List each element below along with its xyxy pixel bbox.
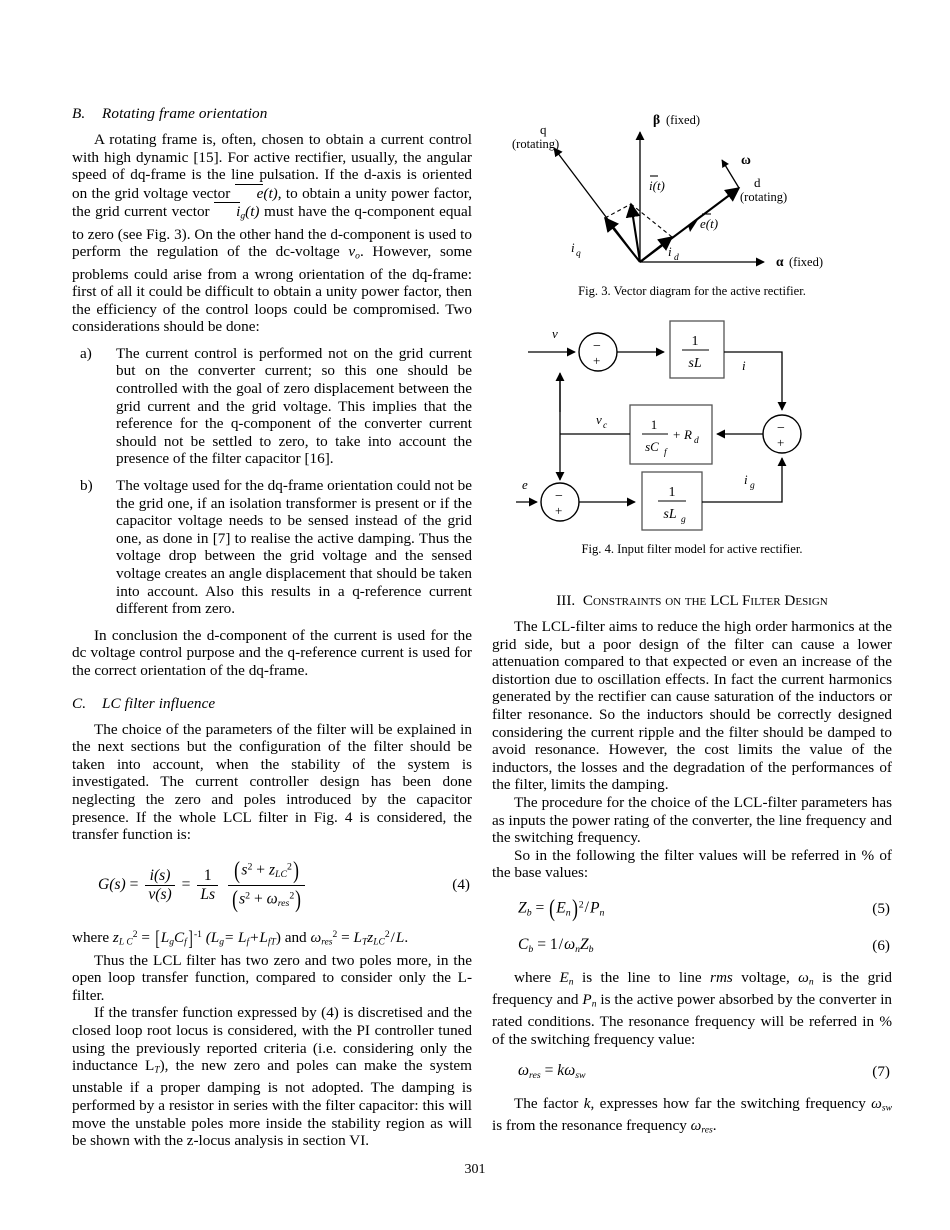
block-2-den-sub: f — [664, 448, 667, 458]
page-number: 301 — [464, 1162, 486, 1177]
list-item — [72, 345, 472, 468]
math-v: v — [348, 243, 356, 261]
list-item-text: The current control is performed not on the grid current but on the converter current; so this one should be controlled with the goal of zero displacement between the grid current and the grid voltage. This implies that the reference for the q-component of the converter current should not be settled to zero, to take into account the presence of the filter capacitor [16]. — [116, 344, 472, 468]
eq4-equals-2: = — [181, 875, 191, 893]
subsection-c-heading — [72, 695, 472, 713]
eq4-frac-1-Ls — [197, 867, 218, 904]
i-t-label: i(t) — [649, 178, 665, 193]
block-1-denominator: sL — [688, 356, 702, 371]
sum-node-2-minus: − — [777, 421, 785, 436]
para-1-text-b: , to obtain a unity power factor, the grid current vector — [72, 184, 472, 221]
para-5-text-a: If the transfer function expressed by (4) is discretised and the closed loop root locus is considered, with the PI controller tuned using the previously reported criteria (i.e. considering only the inductance L — [72, 1004, 472, 1075]
paragraph-base-values: So in the following the filter values will be referred in % of the base values: — [492, 846, 892, 882]
section-iii-roman: III. — [556, 592, 576, 609]
left-column — [72, 105, 472, 1150]
para-5-k: k — [583, 1094, 591, 1112]
para-5-text-b: ), the new zero and poles can make the system unstable if a proper damping is not adopted. The damping is performed by a resistor in series with the filter capacitor: this will move the unstable poles more inside the stability region as will be shown with the z-locus analysis in section VI. — [72, 1057, 472, 1150]
equation-5 — [492, 895, 892, 923]
block-2-plus: + — [673, 427, 681, 442]
figure-3 — [492, 100, 892, 299]
section-iii-title: Constraints on the LCL Filter Design — [582, 592, 828, 609]
paragraph-filter-params: The choice of the parameters of the filter will be explained in the next sections but the configuration of the filter should be taken into account, when the stability of the system is investigated. The current controller design has been done neglecting the zero and poles introduced by the capacitor presence. If the whole LCL filter in Fig. 4 is considered, the transfer function is: — [72, 720, 472, 844]
figure-3-vector-diagram — [492, 100, 892, 280]
eq4-frac2-num: 1 — [203, 866, 212, 884]
sum-node-3-plus: + — [555, 503, 563, 518]
subsection-b-heading — [72, 105, 472, 123]
vc-sub-label: c — [603, 421, 608, 431]
omega-arrow — [722, 160, 739, 188]
para-4-text-e: is the active power absorbed by the converter in rated conditions. The resonance frequency will be referred in % of the switching frequency value: — [492, 991, 893, 1049]
sum-node-3-minus: − — [555, 489, 563, 504]
para-5-text-b: , expresses how far the switching frequency — [590, 1094, 866, 1112]
alpha-label: α — [776, 254, 784, 269]
paragraph-where-zlc: where $z_{L C}^2 = [L_gC_f]^{-1}$ $(L_g= L_f+L_{fT})$ and $\omega_{res}^2 = L_Tz_{LC}^2/L$. — [72, 926, 409, 951]
omega-label: ω — [741, 152, 751, 167]
equation-7-number: (7) — [872, 1062, 890, 1080]
para-5-text-c: is from the resonance frequency — [492, 1116, 687, 1134]
equation-7 — [492, 1062, 892, 1082]
id-label: i — [668, 244, 672, 259]
math-e-arg: (t) — [263, 184, 278, 202]
block-1-numerator: 1 — [691, 334, 699, 349]
figure-3-caption: Fig. 3. Vector diagram for the active rectifier. — [578, 284, 806, 298]
id-sub-label: d — [674, 253, 679, 263]
eq4-s1: (s) — [109, 875, 126, 893]
where-word: where — [72, 929, 110, 947]
d-note-label: (rotating) — [740, 190, 788, 204]
ig-feedback-path — [702, 458, 782, 502]
eq4-poles: $(s^2 + \omega_{res}^2)$ — [228, 885, 305, 914]
i-label: i — [742, 358, 746, 373]
e-label: e — [522, 477, 528, 492]
v-label: v — [552, 326, 558, 341]
math-e: e — [256, 184, 264, 202]
alpha-note-label: (fixed) — [789, 255, 824, 269]
paragraph-rotating-frame — [72, 131, 472, 336]
paragraph-root-locus — [72, 1004, 472, 1149]
sum-node-1-plus: + — [593, 353, 601, 368]
math-i: i — [236, 203, 241, 221]
section-iii-heading — [492, 592, 892, 610]
subsection-c-title: LC filter influence — [102, 694, 216, 712]
eq4-frac-num: i(s) — [149, 866, 171, 884]
math-i-sub: g — [240, 211, 246, 223]
considerations-list — [72, 345, 472, 618]
q-note-label: (rotating) — [512, 137, 560, 151]
math-i-arg: (t) — [245, 203, 260, 221]
paragraph-factor-k: The factor k, expresses how far the switching frequency $\omega_{sw}$ is from the resonance frequency $\omega_{res}$. — [492, 1094, 892, 1136]
para-4-text-c: voltage, — [741, 968, 790, 986]
block-2-numerator: 1 — [650, 417, 658, 432]
iq-sub-label: q — [576, 249, 581, 259]
equation-6-body: $C_b = 1/\omega_nZ_b$ — [518, 935, 594, 955]
q-label: q — [540, 122, 547, 137]
list-marker: b) — [80, 477, 93, 495]
para-4-text-a: where — [514, 968, 552, 986]
para-4-text-b: is the line to line — [581, 968, 702, 986]
equation-5-number: (5) — [872, 899, 890, 917]
iq-label: i — [571, 240, 575, 255]
vc-label: v — [596, 412, 602, 427]
subsection-b-title: Rotating frame orientation — [102, 105, 268, 122]
subsection-b-label: B. — [72, 105, 86, 122]
figure-4 — [492, 312, 892, 557]
para-5-text-d: . — [712, 1116, 717, 1134]
and-word: and — [284, 929, 307, 947]
paragraph-procedure-choice: The procedure for the choice of the LCL-filter parameters has as inputs the power rating of the converter, the line frequency and the switching frequency. — [492, 793, 892, 847]
paragraph-lcl-zeros-poles: Thus the LCL filter has two zero and two poles more, in the open loop transfer function, compared to consider only the L-filter. — [72, 951, 472, 1004]
eq4-G: G — [98, 875, 110, 893]
projection-dashed-d — [631, 204, 672, 237]
list-marker: a) — [80, 344, 92, 362]
sum-node-1-minus: − — [593, 339, 601, 354]
subsection-c-label: C. — [72, 694, 87, 712]
beta-note-label: (fixed) — [666, 113, 701, 127]
equation-7-body: $\omega_{res} = k\omega_{sw}$ — [518, 1061, 586, 1081]
eq4-frac2-den: Ls — [197, 885, 218, 904]
para-1-text-a: A rotating frame is, often, chosen to obtain a current control with high dynamic [15]. For active rectifier, usually, the angular speed of dq-frame is the line pulsation. If the d-axis is oriented on the grid voltage vector — [72, 131, 472, 202]
block-2-Rd: R — [684, 427, 692, 442]
block-3-numerator: 1 — [668, 485, 676, 500]
eq4-equals-1: = — [129, 875, 139, 893]
projection-dashed-q — [605, 204, 631, 218]
sum-node-2-plus: + — [777, 435, 785, 450]
para-5-text-a: The factor — [514, 1094, 579, 1112]
inline-math-i-bar — [214, 202, 240, 219]
equation-5-body: $Z_b = (E_n)^2/P_n$ — [518, 894, 605, 922]
block-2-Rd-sub: d — [694, 436, 699, 446]
para-4-rms: rms — [710, 968, 733, 986]
paragraph-lcl-filter-aims: The LCL-filter aims to reduce the high order harmonics at the grid side, but a poor design of the filter can cause a lower attenuation compared to that expected or even an increase of the distortion due to oscillation effects. In fact the current harmonics generated by the rectifier can cause saturation of the inductors or filter resonance. So the inductors should be correctly designed considering the current ripple and the filter should be damped to avoid resonance. However, the cost limits the value of the inductors, the losses and the degradation of the performances of the filter, limits the damping. — [492, 618, 892, 794]
list-item — [72, 477, 472, 618]
equation-4-number: (4) — [452, 876, 470, 894]
i-feedback-path — [724, 352, 782, 410]
equation-4-body — [98, 857, 308, 914]
list-item-text: The voltage used for the dq-frame orientation could not be the grid one, if an isolation transformer is present or if the capacitor voltage needs to be sensed instead of the grid one, as done in [7] to realise the active damping. Thus the voltage drop between the grid voltage and the sensed voltage creates an angle displacement that should be taken into account. Also this results in a q-reference current different from zero. — [116, 477, 472, 618]
equation-6-number: (6) — [872, 936, 890, 954]
figure-4-caption: Fig. 4. Input filter model for active rectifier. — [581, 542, 803, 556]
paragraph-conclusion-dq: In conclusion the d-component of the current is used for the dc voltage control purpose and the q-reference current is used for the correct orientation of the dq-frame. — [72, 626, 472, 679]
beta-label: β — [653, 112, 661, 127]
figure-4-block-diagram — [492, 312, 892, 540]
para-1-text-d: . However, some problems could arise from a wrong orientation of the dq-frame: first of all it could be difficult to obtain a unity power factor, then the efficiency of the control loops could be compromised. Two considerations should be done: — [72, 243, 473, 336]
math-v-sub: o — [355, 250, 360, 262]
inline-math-e-bar — [235, 184, 264, 201]
e-t-label: e(t) — [700, 216, 719, 231]
paragraph-where-En: where $E_n$ is the line to line rms voltage, $\omega_n$ is the grid frequency and $P_n$ is the active power absorbed by the converter in rated conditions. The resonance frequency will be referred in % of the switching frequency value: — [492, 968, 893, 1049]
d-label: d — [754, 175, 761, 190]
block-2-denominator: sC — [645, 439, 659, 454]
eq4-zeros: $(s^2 + z_{LC}^2)$ — [234, 856, 299, 884]
para-5-sub-T: T — [154, 1064, 160, 1076]
block-3-denominator: sL — [663, 507, 677, 522]
para-4-text-d: is the grid frequency and — [492, 968, 893, 1009]
para-1-text-c: must have the q-component equal to zero (see Fig. 3). On the other hand the d-component is used to perform the regulation of the dc-voltage — [72, 203, 472, 261]
equation-4 — [72, 857, 472, 914]
block-3-den-sub: g — [681, 515, 686, 525]
eq4-frac-den: v(s) — [145, 885, 174, 904]
ig-sub-label: g — [750, 481, 755, 491]
eq4-frac-i-v — [145, 867, 174, 904]
eq4-frac-zeros-poles — [228, 857, 305, 914]
right-column — [492, 592, 892, 1139]
ig-label: i — [744, 472, 748, 487]
equation-6 — [492, 936, 892, 956]
